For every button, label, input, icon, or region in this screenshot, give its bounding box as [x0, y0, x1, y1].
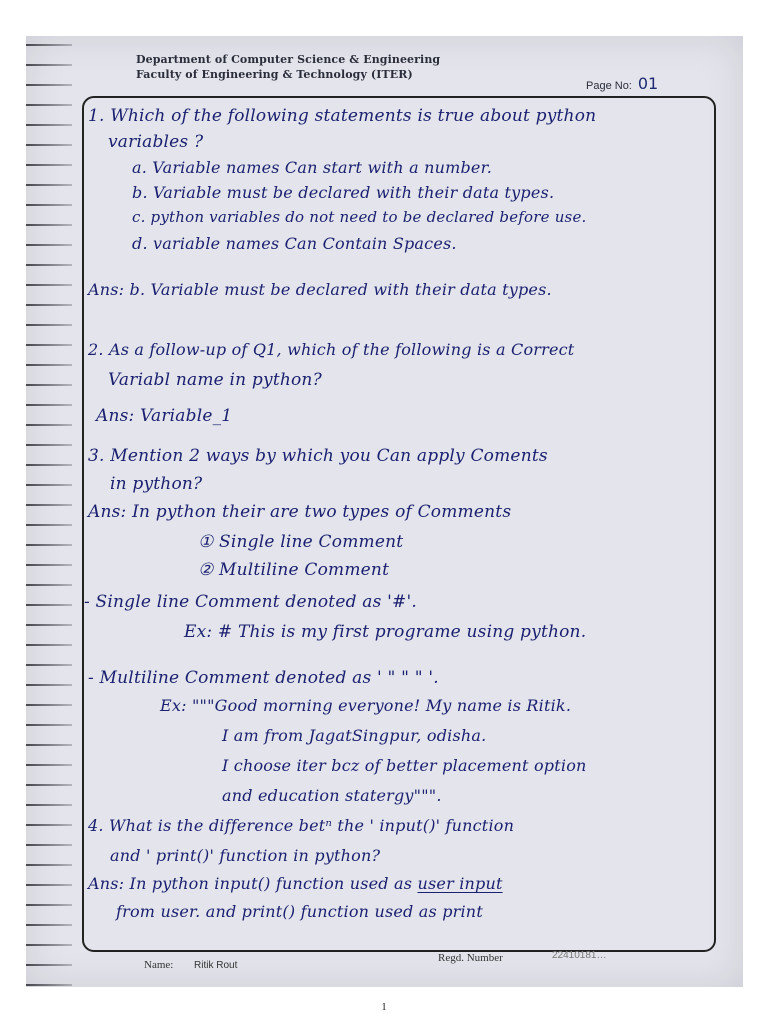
q3-question-line1: 3. Mention 2 ways by which you Can apply Coments: [88, 446, 548, 466]
q3-multiline-example-1: Ex: """Good morning everyone! My name is Ritik.: [160, 696, 572, 715]
page-number-box: [586, 74, 658, 93]
q4-question-line1: 4. What is the difference betⁿ the ' input()' function: [88, 816, 515, 835]
q4-answer-line2: from user. and print() function used as print: [116, 902, 483, 921]
q2-question-line2: Variabl name in python?: [108, 370, 322, 390]
department-name: Department of Computer Science & Engineering: [136, 53, 441, 66]
q3-answer: Ans: In python their are two types of Comments: [88, 502, 512, 522]
q3-multiline-desc: - Multiline Comment denoted as ' " " " '.: [88, 668, 439, 688]
q3-question-line2: in python?: [110, 474, 203, 494]
q3-multiline-example-4: and education statergy""".: [222, 786, 442, 805]
spiral-binding: [26, 36, 72, 987]
q3-single-line-desc: - Single line Comment denoted as '#'.: [84, 592, 417, 612]
regd-number-label: Regd. Number: [438, 952, 503, 964]
document-page-number: 1: [381, 1002, 387, 1013]
q1-question-line2: variables ?: [108, 132, 204, 152]
page-no-label: Page No:: [586, 80, 632, 92]
regd-number-value: 22410181…: [552, 950, 607, 961]
q4-answer-underlined: user input: [417, 874, 503, 893]
q4-answer-prefix: Ans: In python input() function used as: [88, 874, 418, 893]
q1-option-b: b. Variable must be declared with their data types.: [132, 183, 555, 202]
q3-single-line-example: Ex: # This is my first programe using python.: [184, 622, 587, 642]
q3-multiline-example-3: I choose iter bcz of better placement option: [222, 756, 587, 775]
faculty-name: Faculty of Engineering & Technology (ITER): [136, 68, 413, 81]
q1-option-c: c. python variables do not need to be declared before use.: [132, 208, 587, 226]
page-no-value: 01: [637, 74, 659, 93]
q4-answer-line1: [88, 874, 503, 893]
q2-question-line1: 2. As a follow-up of Q1, which of the following is a Correct: [88, 340, 575, 359]
name-value: Ritik Rout: [194, 960, 238, 971]
q1-question-line1: 1. Which of the following statements is true about python: [88, 106, 597, 126]
q4-question-line2: and ' print()' function in python?: [110, 846, 381, 865]
q3-multiline-example-2: I am from JagatSingpur, odisha.: [222, 726, 487, 745]
q1-option-d: d. variable names Can Contain Spaces.: [132, 234, 457, 253]
q1-option-a: a. Variable names Can start with a number.: [132, 158, 492, 177]
q3-item-2: ② Multiline Comment: [198, 560, 390, 580]
page-header: [136, 52, 440, 82]
q1-answer: Ans: b. Variable must be declared with their data types.: [88, 280, 552, 299]
notebook-page: [26, 36, 743, 987]
name-label: Name:: [144, 959, 174, 971]
q3-item-1: ① Single line Comment: [198, 532, 404, 552]
q2-answer: Ans: Variable_1: [96, 406, 233, 426]
